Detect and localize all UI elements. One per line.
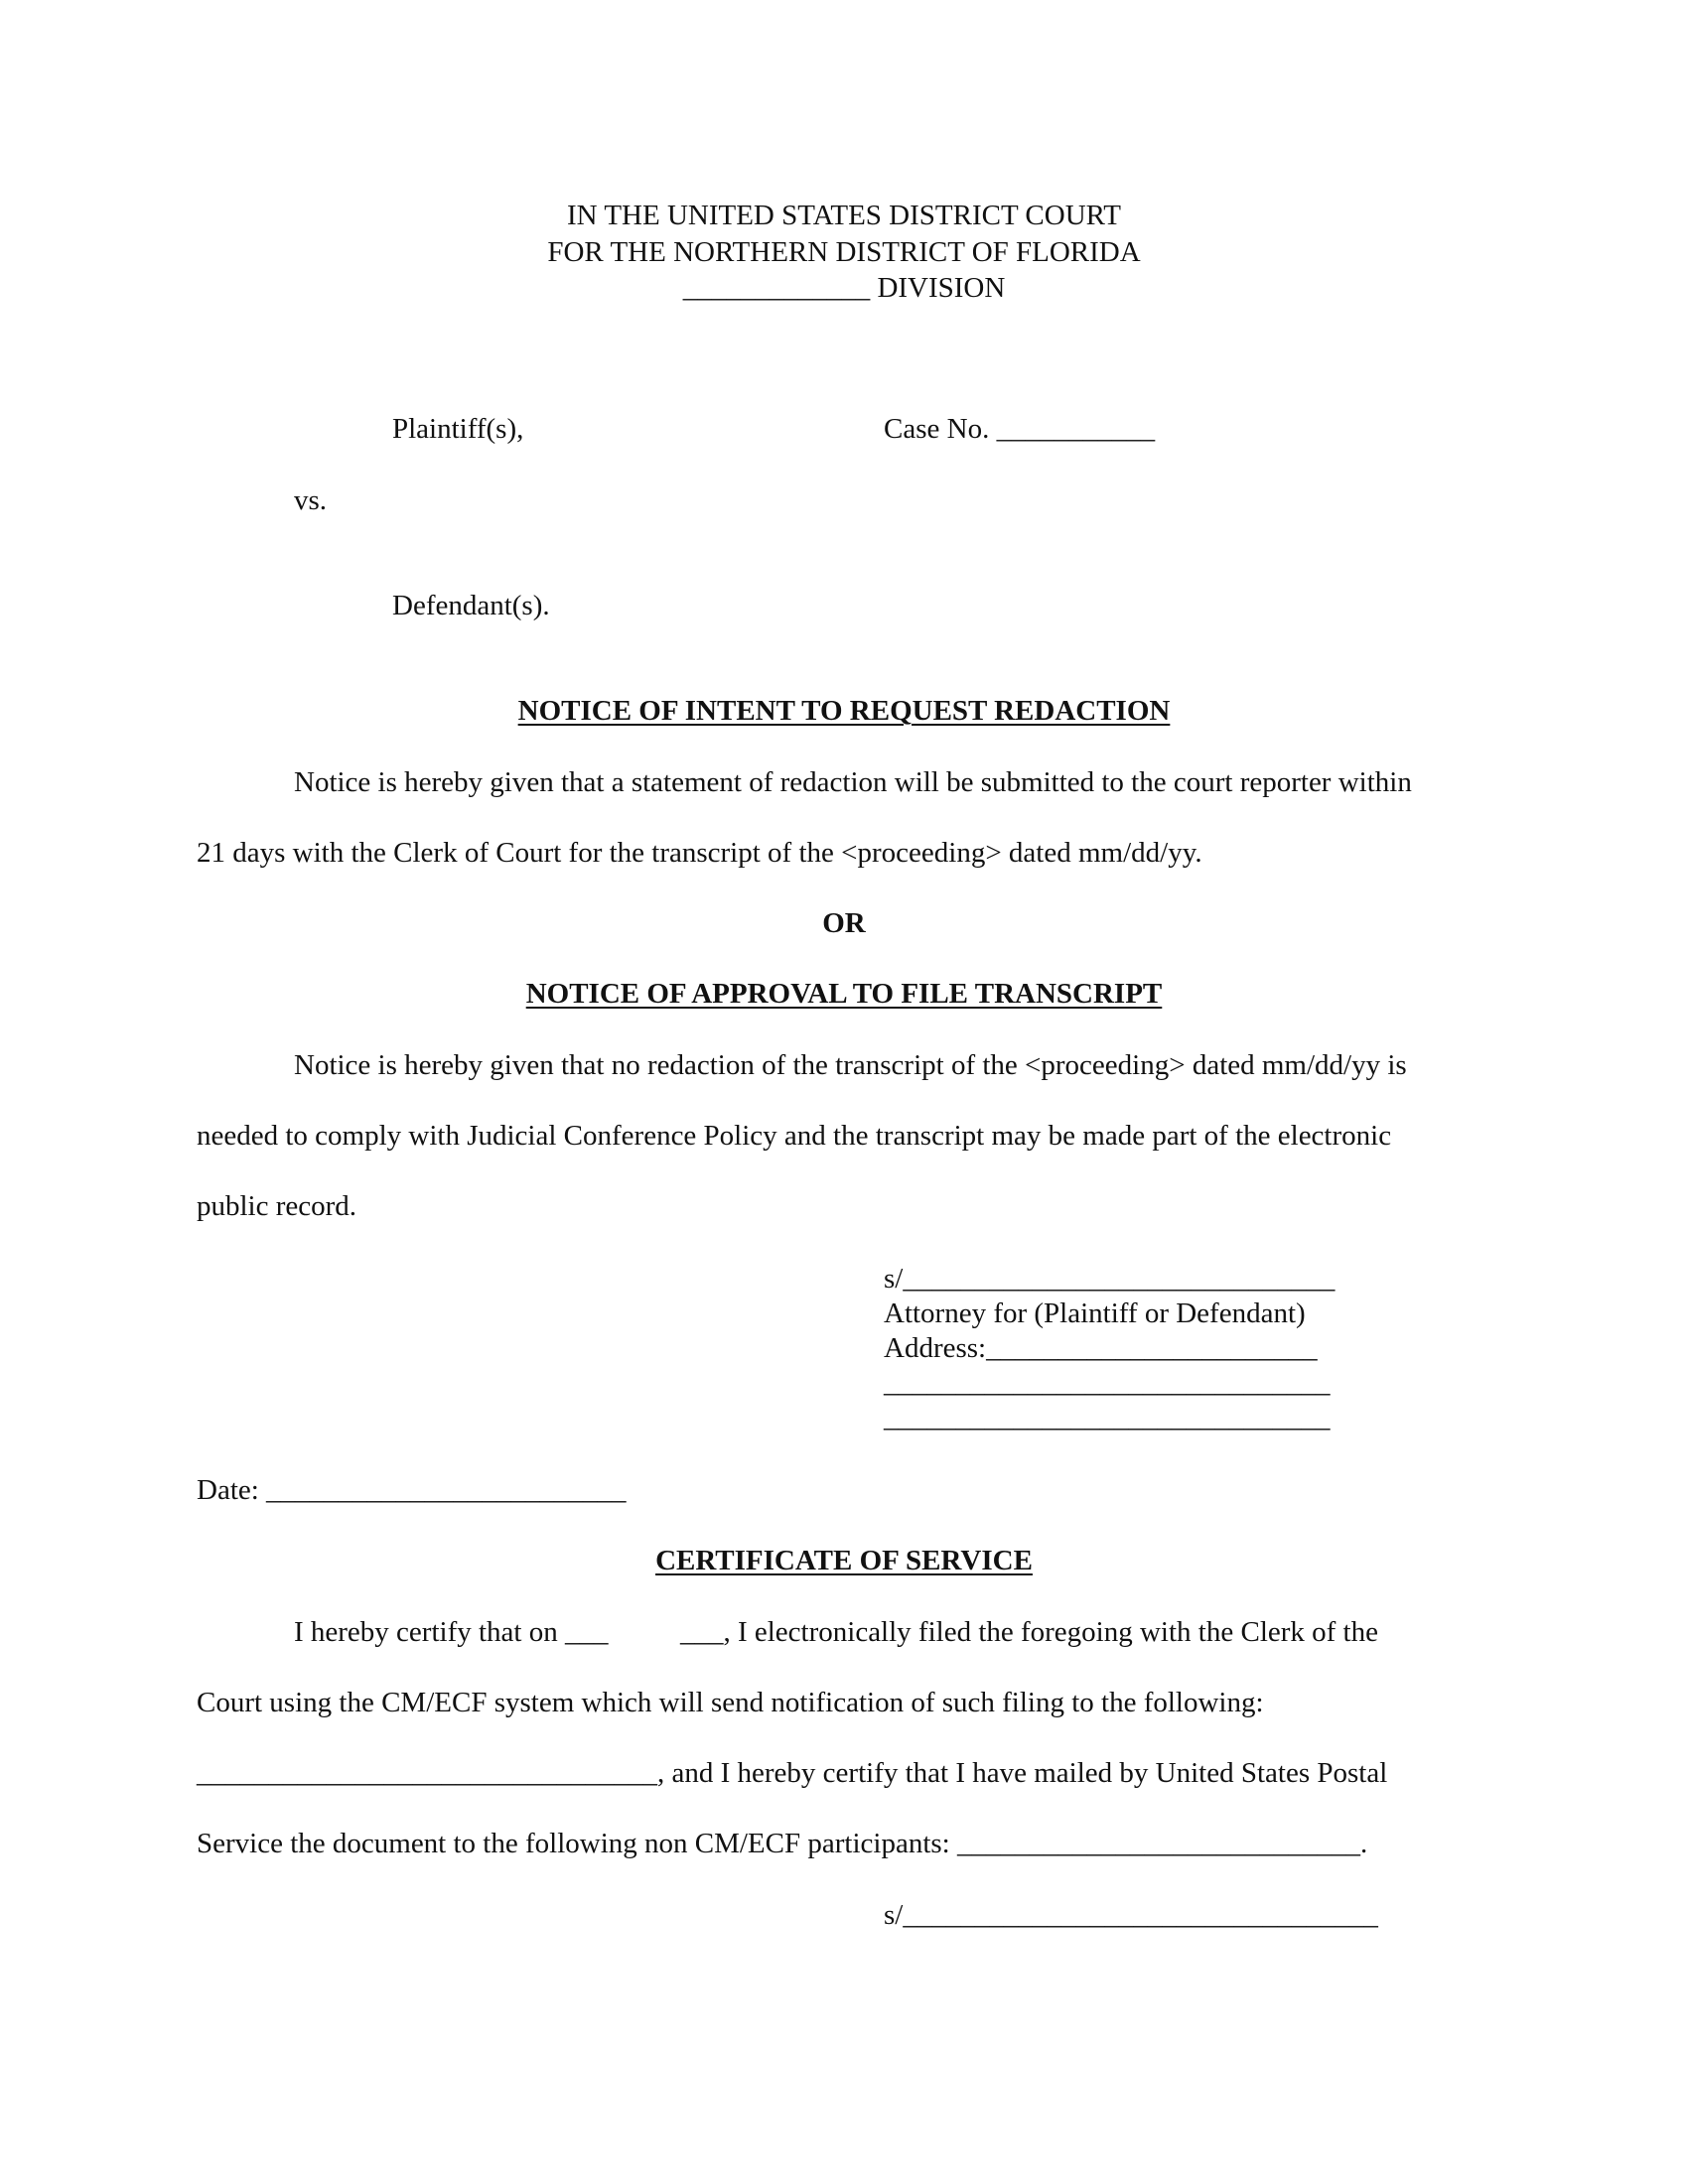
date-line: Date: _________________________ [197,1474,627,1506]
attorney-for-label: Attorney for (Plaintiff or Defendant) [884,1297,1306,1329]
certificate-line-1: I hereby certify that on ___ ___, I electronically filed the foregoing with the Clerk of the [294,1616,1378,1648]
signature-line: s/______________________________ [884,1263,1336,1295]
certificate-line-4: Service the document to the following non CM/ECF participants: ____________________________. [197,1828,1368,1859]
notice-intent-line-2: 21 days with the Clerk of Court for the transcript of the <proceeding> dated mm/dd/yy. [197,837,1202,869]
versus-label: vs. [294,484,328,516]
notice-intent-line-1: Notice is hereby given that a statement of redaction will be submitted to the court reporter within [294,766,1412,798]
or-separator: OR [822,907,866,939]
certificate-signature-line: s/_________________________________ [884,1899,1378,1931]
certificate-line-2: Court using the CM/ECF system which will send notification of such filing to the following: [197,1687,1264,1718]
certificate-title: CERTIFICATE OF SERVICE [655,1545,1033,1576]
address-line-2: _______________________________ [884,1367,1331,1399]
defendant-label: Defendant(s). [392,590,550,621]
case-number-field: Case No. ___________ [884,413,1156,445]
court-name-line2: FOR THE NORTHERN DISTRICT OF FLORIDA [547,236,1141,268]
notice-intent-title: NOTICE OF INTENT TO REQUEST REDACTION [517,695,1171,727]
court-name-line1: IN THE UNITED STATES DISTRICT COURT [567,200,1121,231]
address-line-3: _______________________________ [884,1402,1331,1433]
notice-approval-line-3: public record. [197,1190,357,1222]
address-line: Address:_______________________ [884,1332,1318,1364]
notice-approval-line-2: needed to comply with Judicial Conference Policy and the transcript may be made part of the electronic [197,1120,1392,1152]
certificate-line-3: ________________________________, and I hereby certify that I have mailed by United States Postal [197,1757,1388,1789]
notice-approval-line-1: Notice is hereby given that no redaction of the transcript of the <proceeding> dated mm/dd/yy is [294,1049,1407,1081]
plaintiff-label: Plaintiff(s), [392,413,524,445]
division-line: _____________ DIVISION [682,272,1006,304]
notice-approval-title: NOTICE OF APPROVAL TO FILE TRANSCRIPT [525,978,1163,1010]
